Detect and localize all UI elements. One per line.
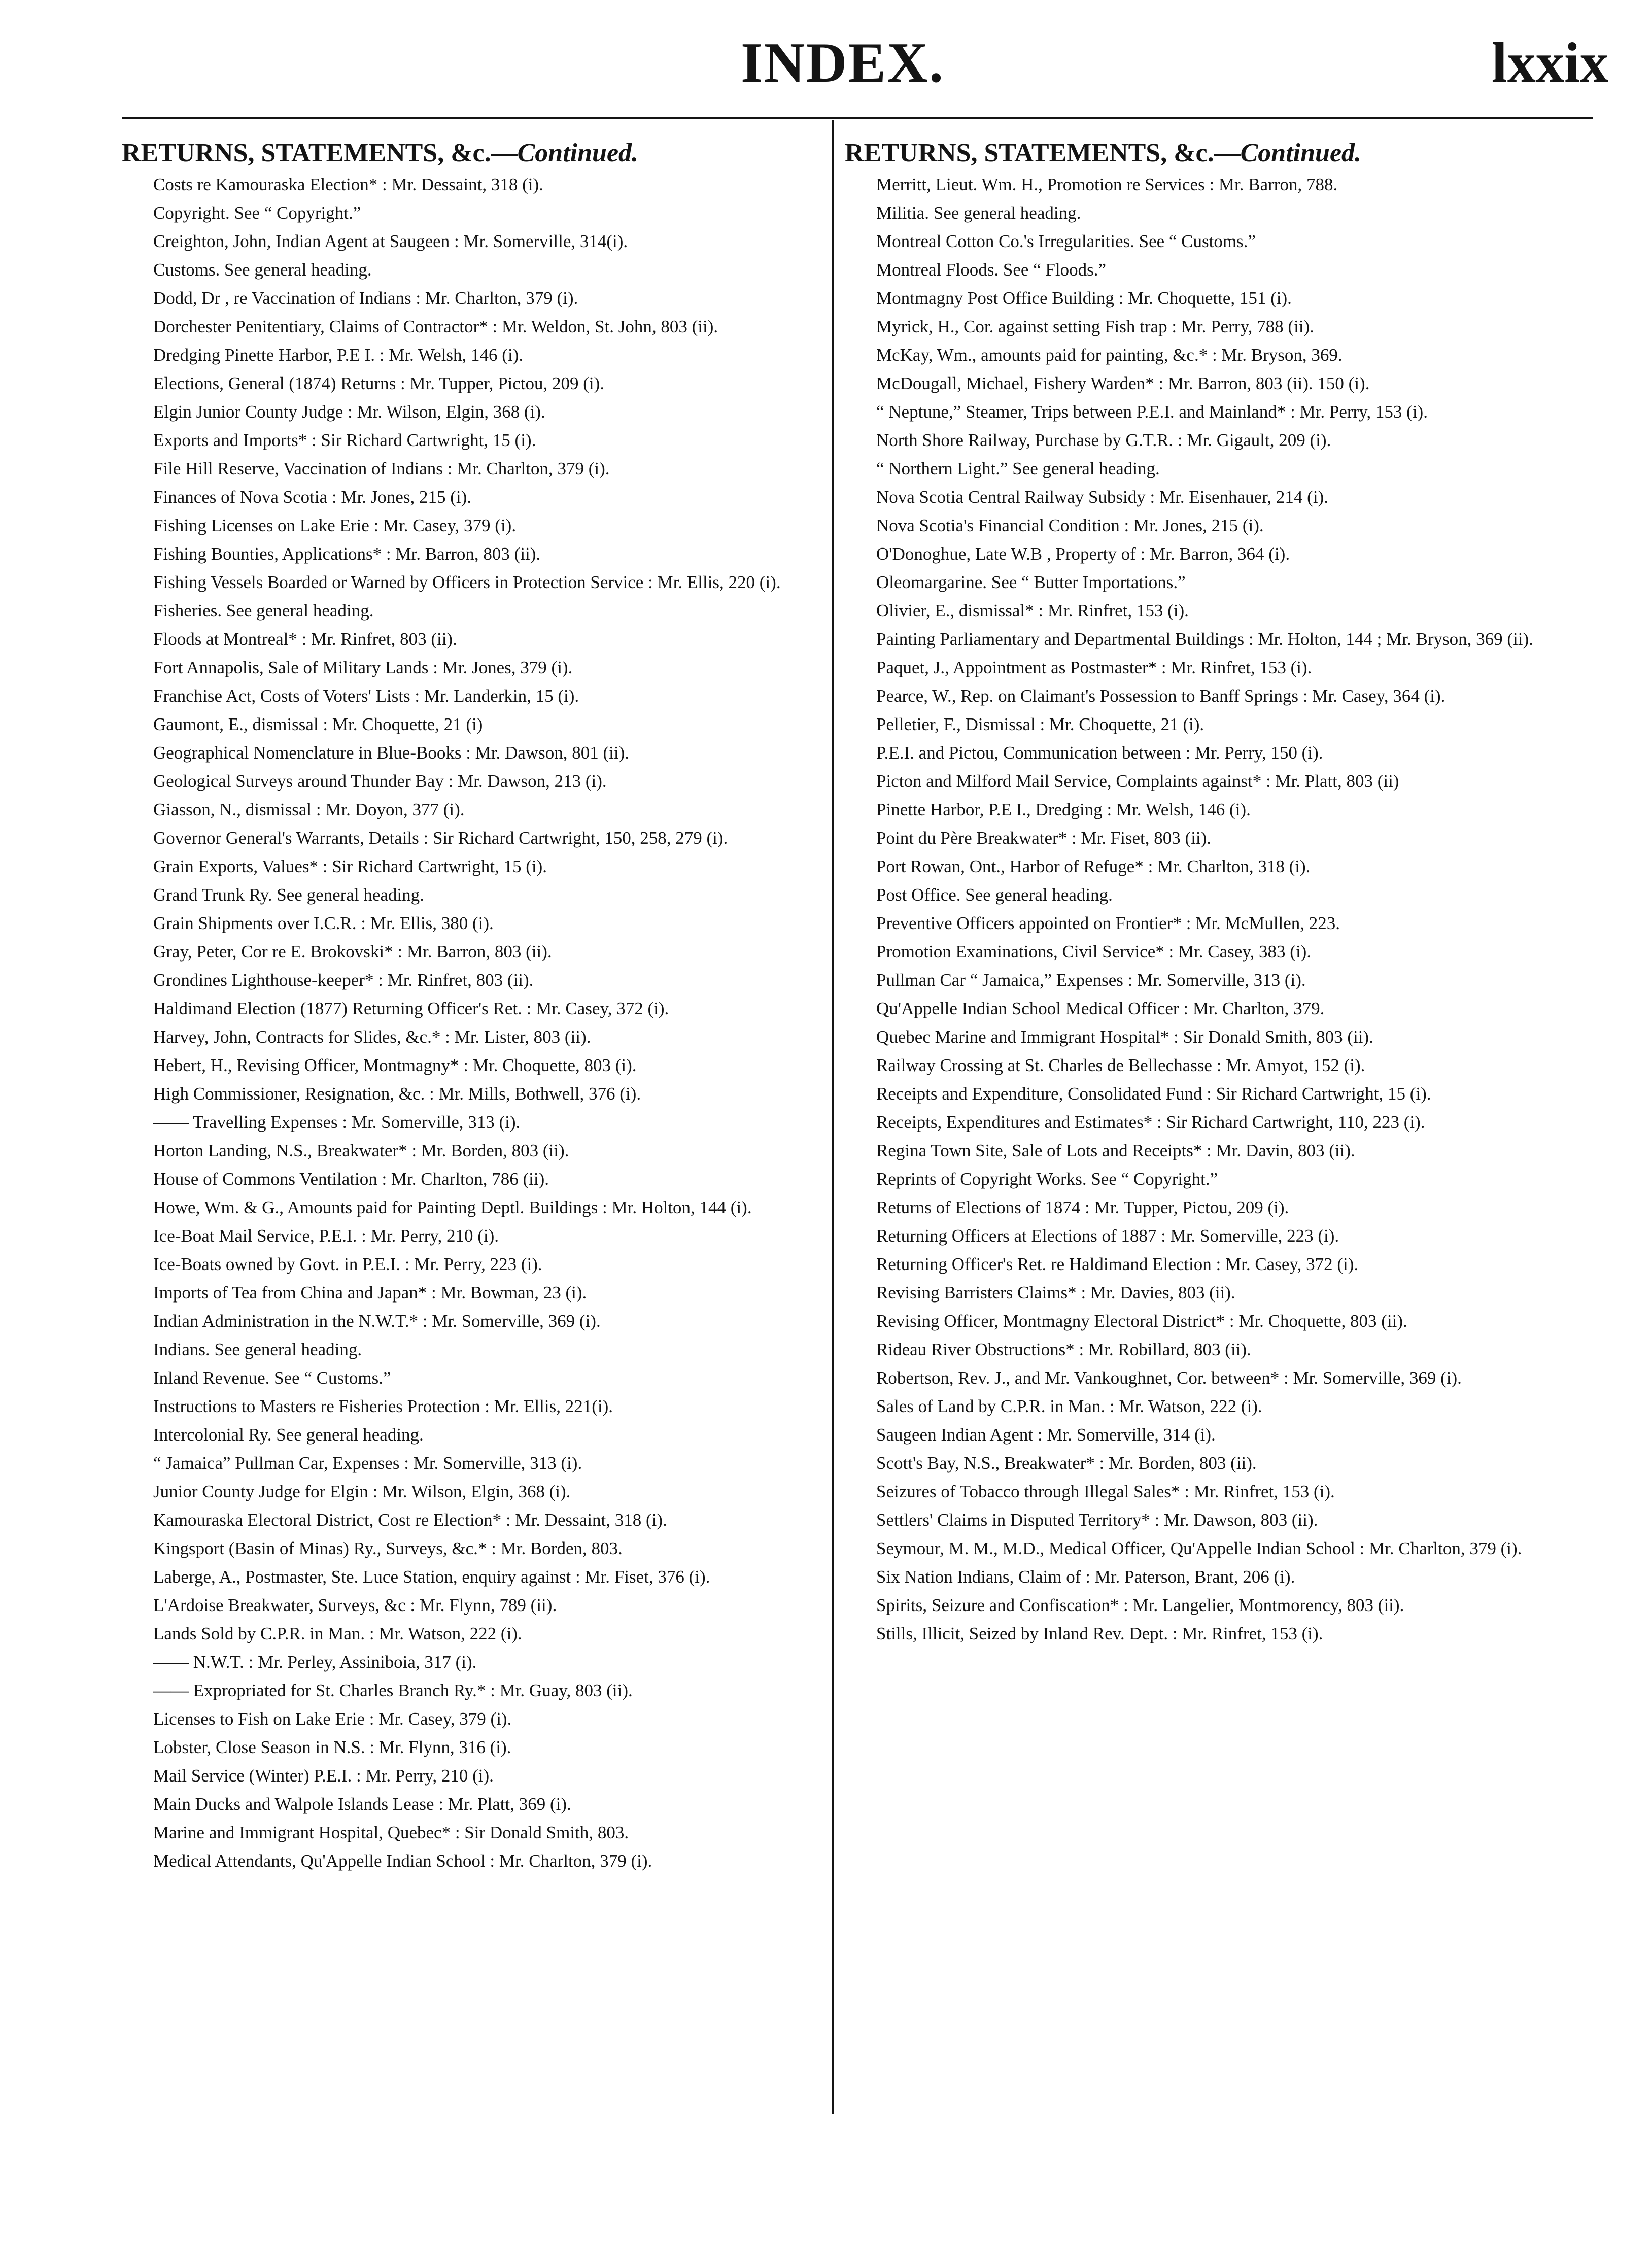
index-entry: Saugeen Indian Agent : Mr. Somerville, 314 (i). <box>876 1425 1216 1445</box>
index-entry: Pullman Car “ Jamaica,” Expenses : Mr. Somerville, 313 (i). <box>876 970 1306 990</box>
index-entry: “ Northern Light.” See general heading. <box>876 459 1160 478</box>
index-entry: Dredging Pinette Harbor, P.E I. : Mr. Welsh, 146 (i). <box>153 345 524 365</box>
index-entry: Elgin Junior County Judge : Mr. Wilson, Elgin, 368 (i). <box>153 402 545 422</box>
index-entry-list <box>845 173 1555 1646</box>
index-entry: Revising Officer, Montmagny Electoral District* : Mr. Choquette, 803 (ii). <box>876 1311 1407 1331</box>
index-entry: Grand Trunk Ry. See general heading. <box>153 885 424 905</box>
index-entry: “ Jamaica” Pullman Car, Expenses : Mr. Somerville, 313 (i). <box>153 1453 582 1473</box>
index-entry: Copyright. See “ Copyright.” <box>153 203 361 223</box>
index-entry: Quebec Marine and Immigrant Hospital* : Sir Donald Smith, 803 (ii). <box>876 1027 1373 1047</box>
column-divider <box>832 120 834 2114</box>
index-entry: Qu'Appelle Indian School Medical Officer : Mr. Charlton, 379. <box>876 999 1325 1018</box>
index-entry: Governor General's Warrants, Details : Sir Richard Cartwright, 150, 258, 279 (i). <box>153 828 728 848</box>
index-entry: Kingsport (Basin of Minas) Ry., Surveys, &c.* : Mr. Borden, 803. <box>153 1538 623 1558</box>
index-entry: P.E.I. and Pictou, Communication between : Mr. Perry, 150 (i). <box>876 743 1323 763</box>
index-entry: Mail Service (Winter) P.E.I. : Mr. Perry, 210 (i). <box>153 1766 494 1786</box>
index-entry: Horton Landing, N.S., Breakwater* : Mr. Borden, 803 (ii). <box>153 1141 569 1160</box>
index-entry: Pinette Harbor, P.E I., Dredging : Mr. Welsh, 146 (i). <box>876 800 1251 819</box>
index-entry: High Commissioner, Resignation, &c. : Mr. Mills, Bothwell, 376 (i). <box>153 1084 641 1104</box>
index-entry: Settlers' Claims in Disputed Territory* : Mr. Dawson, 803 (ii). <box>876 1510 1318 1530</box>
index-entry: Grain Shipments over I.C.R. : Mr. Ellis, 380 (i). <box>153 913 494 933</box>
index-entry: Montreal Cotton Co.'s Irregularities. See “ Customs.” <box>876 231 1256 251</box>
column-heading <box>122 137 817 169</box>
index-entry: Costs re Kamouraska Election* : Mr. Dessaint, 318 (i). <box>153 175 543 194</box>
index-entry: Gaumont, E., dismissal : Mr. Choquette, 21 (i) <box>153 714 483 734</box>
index-entry-list <box>122 173 817 1873</box>
index-entry: Ice-Boats owned by Govt. in P.E.I. : Mr. Perry, 223 (i). <box>153 1254 542 1274</box>
index-entry: Intercolonial Ry. See general heading. <box>153 1425 424 1445</box>
left-column <box>122 137 817 1877</box>
index-entry: Elections, General (1874) Returns : Mr. Tupper, Pictou, 209 (i). <box>153 373 605 393</box>
index-entry: Scott's Bay, N.S., Breakwater* : Mr. Borden, 803 (ii). <box>876 1453 1257 1473</box>
index-entry: Point du Père Breakwater* : Mr. Fiset, 803 (ii). <box>876 828 1212 848</box>
index-entry: Exports and Imports* : Sir Richard Cartwright, 15 (i). <box>153 430 536 450</box>
index-entry: Kamouraska Electoral District, Cost re Election* : Mr. Dessaint, 318 (i). <box>153 1510 667 1530</box>
index-entry: Merritt, Lieut. Wm. H., Promotion re Services : Mr. Barron, 788. <box>876 175 1338 194</box>
index-entry: Grondines Lighthouse-keeper* : Mr. Rinfret, 803 (ii). <box>153 970 534 990</box>
index-entry: O'Donoghue, Late W.B , Property of : Mr. Barron, 364 (i). <box>876 544 1290 564</box>
index-entry: Fishing Licenses on Lake Erie : Mr. Casey, 379 (i). <box>153 516 517 535</box>
index-entry: Receipts, Expenditures and Estimates* : Sir Richard Cartwright, 110, 223 (i). <box>876 1112 1425 1132</box>
index-entry: McDougall, Michael, Fishery Warden* : Mr. Barron, 803 (ii). 150 (i). <box>876 373 1370 393</box>
index-entry: Nova Scotia Central Railway Subsidy : Mr. Eisenhauer, 214 (i). <box>876 487 1328 507</box>
index-entry: Fishing Bounties, Applications* : Mr. Barron, 803 (ii). <box>153 544 541 564</box>
index-entry: McKay, Wm., amounts paid for painting, &c.* : Mr. Bryson, 369. <box>876 345 1343 365</box>
index-entry: Lands Sold by C.P.R. in Man. : Mr. Watson, 222 (i). <box>153 1624 522 1643</box>
index-entry: Reprints of Copyright Works. See “ Copyright.” <box>876 1169 1218 1189</box>
index-entry: Fisheries. See general heading. <box>153 601 374 621</box>
index-entry: Indian Administration in the N.W.T.* : Mr. Somerville, 369 (i). <box>153 1311 601 1331</box>
index-entry: Rideau River Obstructions* : Mr. Robillard, 803 (ii). <box>876 1340 1251 1359</box>
index-entry: Haldimand Election (1877) Returning Officer's Ret. : Mr. Casey, 372 (i). <box>153 999 669 1018</box>
index-entry: Medical Attendants, Qu'Appelle Indian School : Mr. Charlton, 379 (i). <box>153 1851 652 1871</box>
index-entry: Inland Revenue. See “ Customs.” <box>153 1368 391 1388</box>
index-entry: —— Travelling Expenses : Mr. Somerville, 313 (i). <box>153 1112 521 1132</box>
index-entry: Finances of Nova Scotia : Mr. Jones, 215 (i). <box>153 487 471 507</box>
index-entry: Nova Scotia's Financial Condition : Mr. Jones, 215 (i). <box>876 516 1264 535</box>
index-entry: Customs. See general heading. <box>153 260 372 280</box>
index-entry: Olivier, E., dismissal* : Mr. Rinfret, 153 (i). <box>876 601 1189 621</box>
index-entry: Floods at Montreal* : Mr. Rinfret, 803 (ii). <box>153 629 457 649</box>
index-entry: Pearce, W., Rep. on Claimant's Possession to Banff Springs : Mr. Casey, 364 (i). <box>876 686 1446 706</box>
index-entry: Ice-Boat Mail Service, P.E.I. : Mr. Perry, 210 (i). <box>153 1226 499 1246</box>
index-entry: Robertson, Rev. J., and Mr. Vankoughnet, Cor. between* : Mr. Somerville, 369 (i). <box>876 1368 1462 1388</box>
index-entry: Oleomargarine. See “ Butter Importations.” <box>876 572 1186 592</box>
index-entry: Hebert, H., Revising Officer, Montmagny* : Mr. Choquette, 803 (i). <box>153 1055 637 1075</box>
index-entry: Howe, Wm. & G., Amounts paid for Painting Deptl. Buildings : Mr. Holton, 144 (i). <box>153 1197 752 1217</box>
index-entry: Indians. See general heading. <box>153 1340 362 1359</box>
page-title: INDEX. <box>741 31 944 94</box>
index-entry: Geographical Nomenclature in Blue-Books : Mr. Dawson, 801 (ii). <box>153 743 629 763</box>
column-heading <box>845 137 1555 169</box>
index-entry: Marine and Immigrant Hospital, Quebec* : Sir Donald Smith, 803. <box>153 1823 629 1842</box>
index-entry: Pelletier, F., Dismissal : Mr. Choquette, 21 (i). <box>876 714 1204 734</box>
index-entry: Myrick, H., Cor. against setting Fish trap : Mr. Perry, 788 (ii). <box>876 317 1314 336</box>
index-entry: Railway Crossing at St. Charles de Bellechasse : Mr. Amyot, 152 (i). <box>876 1055 1365 1075</box>
index-entry: Franchise Act, Costs of Voters' Lists : Mr. Landerkin, 15 (i). <box>153 686 579 706</box>
index-entry: Painting Parliamentary and Departmental Buildings : Mr. Holton, 144 ; Mr. Bryson, 369 (ii). <box>876 629 1533 649</box>
index-entry: Sales of Land by C.P.R. in Man. : Mr. Watson, 222 (i). <box>876 1396 1262 1416</box>
index-entry: Dodd, Dr , re Vaccination of Indians : Mr. Charlton, 379 (i). <box>153 288 578 308</box>
index-entry: —— Expropriated for St. Charles Branch Ry.* : Mr. Guay, 803 (ii). <box>153 1681 633 1700</box>
index-entry: Giasson, N., dismissal : Mr. Doyon, 377 (i). <box>153 800 465 819</box>
index-entry: Seymour, M. M., M.D., Medical Officer, Qu'Appelle Indian School : Mr. Charlton, 379 (i). <box>876 1538 1522 1558</box>
index-entry: Seizures of Tobacco through Illegal Sales* : Mr. Rinfret, 153 (i). <box>876 1482 1335 1501</box>
index-entry: Stills, Illicit, Seized by Inland Rev. Dept. : Mr. Rinfret, 153 (i). <box>876 1624 1323 1643</box>
index-entry: Receipts and Expenditure, Consolidated Fund : Sir Richard Cartwright, 15 (i). <box>876 1084 1431 1104</box>
index-entry: Creighton, John, Indian Agent at Saugeen : Mr. Somerville, 314(i). <box>153 231 628 251</box>
right-column <box>845 137 1555 1650</box>
index-entry: Spirits, Seizure and Confiscation* : Mr. Langelier, Montmorency, 803 (ii). <box>876 1595 1404 1615</box>
index-entry: Montmagny Post Office Building : Mr. Choquette, 151 (i). <box>876 288 1292 308</box>
index-entry: Fishing Vessels Boarded or Warned by Officers in Protection Service : Mr. Ellis, 220 (i). <box>153 572 781 592</box>
column-heading-continued: Continued. <box>517 139 639 167</box>
column-heading-continued: Continued. <box>1240 139 1362 167</box>
column-heading-main: RETURNS, STATEMENTS, &c.— <box>122 139 518 167</box>
index-entry: Returns of Elections of 1874 : Mr. Tupper, Pictou, 209 (i). <box>876 1197 1289 1217</box>
index-entry: Harvey, John, Contracts for Slides, &c.* : Mr. Lister, 803 (ii). <box>153 1027 591 1047</box>
index-entry: House of Commons Ventilation : Mr. Charlton, 786 (ii). <box>153 1169 549 1189</box>
page-number: lxxix <box>1491 31 1608 94</box>
index-entry: Geological Surveys around Thunder Bay : Mr. Dawson, 213 (i). <box>153 771 607 791</box>
index-entry: Promotion Examinations, Civil Service* : Mr. Casey, 383 (i). <box>876 942 1312 962</box>
index-entry: Post Office. See general heading. <box>876 885 1113 905</box>
index-entry: Returning Officers at Elections of 1887 : Mr. Somerville, 223 (i). <box>876 1226 1339 1246</box>
index-entry: Fort Annapolis, Sale of Military Lands : Mr. Jones, 379 (i). <box>153 658 573 677</box>
index-entry: Montreal Floods. See “ Floods.” <box>876 260 1107 280</box>
index-entry: Junior County Judge for Elgin : Mr. Wilson, Elgin, 368 (i). <box>153 1482 571 1501</box>
index-entry: Militia. See general heading. <box>876 203 1081 223</box>
index-entry: Laberge, A., Postmaster, Ste. Luce Station, enquiry against : Mr. Fiset, 376 (i). <box>153 1567 710 1587</box>
index-entry: Revising Barristers Claims* : Mr. Davies, 803 (ii). <box>876 1283 1235 1303</box>
index-entry: Grain Exports, Values* : Sir Richard Cartwright, 15 (i). <box>153 857 547 876</box>
index-entry: Instructions to Masters re Fisheries Protection : Mr. Ellis, 221(i). <box>153 1396 613 1416</box>
index-entry: L'Ardoise Breakwater, Surveys, &c : Mr. Flynn, 789 (ii). <box>153 1595 557 1615</box>
column-heading-main: RETURNS, STATEMENTS, &c.— <box>845 139 1241 167</box>
index-entry: Main Ducks and Walpole Islands Lease : Mr. Platt, 369 (i). <box>153 1794 571 1814</box>
index-entry: Picton and Milford Mail Service, Complaints against* : Mr. Platt, 803 (ii) <box>876 771 1399 791</box>
index-entry: Dorchester Penitentiary, Claims of Contractor* : Mr. Weldon, St. John, 803 (ii). <box>153 317 718 336</box>
index-entry: Regina Town Site, Sale of Lots and Receipts* : Mr. Davin, 803 (ii). <box>876 1141 1355 1160</box>
index-entry: Paquet, J., Appointment as Postmaster* : Mr. Rinfret, 153 (i). <box>876 658 1312 677</box>
index-entry: Lobster, Close Season in N.S. : Mr. Flynn, 316 (i). <box>153 1737 511 1757</box>
index-entry: Six Nation Indians, Claim of : Mr. Paterson, Brant, 206 (i). <box>876 1567 1295 1587</box>
index-entry: Gray, Peter, Cor re E. Brokovski* : Mr. Barron, 803 (ii). <box>153 942 552 962</box>
index-entry: File Hill Reserve, Vaccination of Indians : Mr. Charlton, 379 (i). <box>153 459 610 478</box>
index-entry: Preventive Officers appointed on Frontier* : Mr. McMullen, 223. <box>876 913 1340 933</box>
index-entry: Licenses to Fish on Lake Erie : Mr. Casey, 379 (i). <box>153 1709 512 1729</box>
header-rule <box>122 117 1593 119</box>
index-entry: “ Neptune,” Steamer, Trips between P.E.I. and Mainland* : Mr. Perry, 153 (i). <box>876 402 1428 422</box>
index-entry: North Shore Railway, Purchase by G.T.R. : Mr. Gigault, 209 (i). <box>876 430 1331 450</box>
index-entry: Returning Officer's Ret. re Haldimand Election : Mr. Casey, 372 (i). <box>876 1254 1359 1274</box>
index-entry: Imports of Tea from China and Japan* : Mr. Bowman, 23 (i). <box>153 1283 587 1303</box>
index-entry: —— N.W.T. : Mr. Perley, Assiniboia, 317 (i). <box>153 1652 477 1672</box>
index-entry: Port Rowan, Ont., Harbor of Refuge* : Mr. Charlton, 318 (i). <box>876 857 1311 876</box>
